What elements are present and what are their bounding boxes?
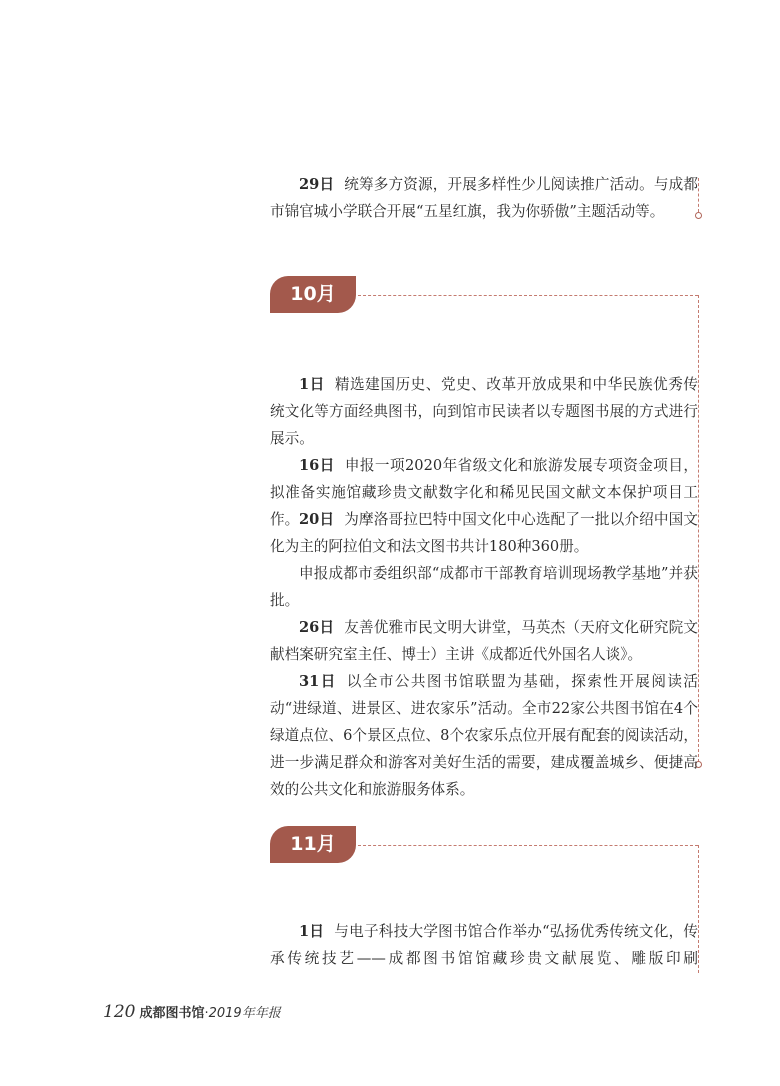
- entry-day: 1日: [299, 376, 325, 393]
- entry-text: 统筹多方资源，开展多样性少儿阅读推广活动。与成都市锦官城小学联合开展“五星红旗，我为你骄傲”主题活动等。: [270, 176, 698, 220]
- entry-nov-1: [270, 918, 698, 972]
- entry-text: 为摩洛哥拉巴特中国文化中心选配了一批以介绍中国文化为主的阿拉伯文和法文图书共计180种360册。: [270, 511, 698, 555]
- entry-oct-31: [270, 668, 698, 803]
- entry-day: 1日: [299, 923, 325, 940]
- timeline-line: [698, 295, 699, 762]
- entry-text: 与电子科技大学图书馆合作举办“弘扬优秀传统文化，传承传统技艺——成都图书馆馆藏珍贵文献展览、雕版印刷: [270, 923, 699, 967]
- timeline-line: [698, 178, 699, 212]
- footer-report-name: 2019年年报: [208, 1006, 281, 1021]
- entry-text: 申报成都市委组织部“成都市干部教育培训现场教学基地”并获批。: [270, 565, 698, 609]
- page-number: 120: [103, 1002, 136, 1022]
- timeline-line: [358, 295, 698, 296]
- entry-day: 26日: [299, 619, 335, 636]
- entry-text: 友善优雅市民文明大讲堂，马英杰（天府文化研究院文献档案研究室主任、博士）主讲《成都近代外国名人谈》。: [270, 619, 698, 663]
- entry-sep-29: [270, 171, 698, 225]
- entry-text: 以全市公共图书馆联盟为基础，探索性开展阅读活动“进绿道、进景区、进农家乐”活动。全市22家公共图书馆在4个绿道点位、6个景区点位、8个农家乐点位开展有配套的阅读活动，进一步满足群众和游客对美好生活的需要，建成覆盖城乡、便捷高效的公共文化和旅游服务体系。: [270, 673, 698, 798]
- entry-text: 申报一项2020年省级文化和旅游发展专项资金项目，拟准备实施馆藏珍贵文献数字化和稀见民国文献文本保护项目工作。: [270, 457, 698, 528]
- timeline-line: [698, 845, 699, 973]
- entry-day: 20日: [299, 511, 335, 528]
- entry-oct-20b: [270, 560, 698, 614]
- timeline-line: [358, 845, 698, 846]
- footer-separator: ·: [204, 1006, 209, 1021]
- entry-oct-20: [270, 506, 698, 560]
- entry-day: 29日: [299, 176, 335, 193]
- month-tab-november: 11月: [270, 826, 356, 863]
- entry-oct-26: [270, 614, 698, 668]
- entry-oct-1: [270, 371, 698, 452]
- entry-day: 31日: [299, 673, 337, 690]
- entry-text: 精选建国历史、党史、改革开放成果和中华民族优秀传统文化等方面经典图书，向到馆市民读者以专题图书展的方式进行展示。: [270, 376, 698, 447]
- footer-library-name: 成都图书馆: [139, 1006, 205, 1021]
- timeline-end-marker: [695, 212, 702, 219]
- month-tab-october: 10月: [270, 276, 356, 313]
- page-footer: [103, 1001, 281, 1025]
- entry-day: 16日: [299, 457, 335, 474]
